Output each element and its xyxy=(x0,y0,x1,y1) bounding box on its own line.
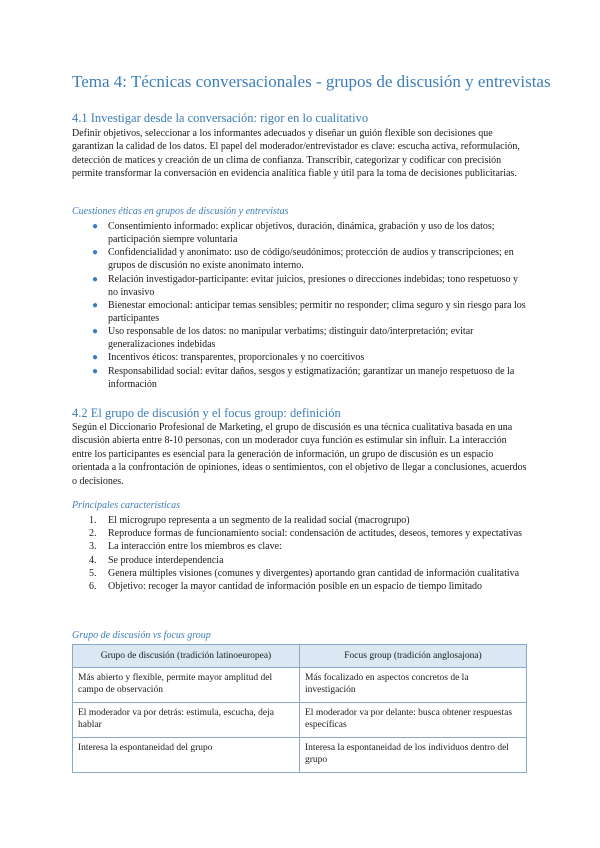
bullet-icon: ● xyxy=(92,247,99,259)
section-4-2-paragraph: Según el Diccionario Profesional de Marketing, el grupo de discusión es una técnica cualitativa basada en una discusión abierta entre 8-10 personas, con un moderador cuya función es estimular sin influir. La interacción entre los participantes es esencial para la generación de información, un grupo de discusión es un espacio orientada a la confrontación de opiniones, ideas o sentimientos, con el objetivo de llegar a conclusiones, acuerdos o decisiones. xyxy=(72,422,527,487)
list-item: ● Relación investigador-participante: evitar juicios, presiones o direcciones indebidas; tono respetuoso y no invasivo xyxy=(92,273,518,298)
table-row xyxy=(73,738,527,773)
bullet-icon: ● xyxy=(92,273,99,285)
bullet-icon: ● xyxy=(92,326,99,338)
table-caption: Grupo de discusión vs focus group xyxy=(72,630,211,641)
table-row xyxy=(73,703,527,738)
ethics-list xyxy=(72,220,527,391)
table-header-cell: Focus group (tradición anglosajona) xyxy=(300,645,527,668)
list-item: ● Consentimiento informado: explicar objetivos, duración, dinámica, grabación y uso de los datos; participación siempre voluntaria xyxy=(92,221,495,245)
list-item: ● Bienestar emocional: anticipar temas sensibles; permitir no responder; clima seguro y sin riesgo para los participantes xyxy=(92,299,526,324)
table-cell: El moderador va por detrás: estimula, escucha, deja hablar xyxy=(73,703,300,738)
list-item: ● Incentivos éticos: transparentes, proporcionales y no coercitivos xyxy=(92,352,365,364)
table-row xyxy=(73,668,527,703)
page-title: Tema 4: Técnicas conversacionales - grupos de discusión y entrevistas xyxy=(72,72,551,91)
bullet-icon: ● xyxy=(92,299,99,311)
table-cell: Más abierto y flexible, permite mayor amplitud del campo de observación xyxy=(73,668,300,703)
table-cell: Más focalizado en aspectos concretos de la investigación xyxy=(300,668,527,703)
section-heading-4-1: 4.1 Investigar desde la conversación: rigor en lo cualitativo xyxy=(72,111,369,125)
characteristics-list xyxy=(72,514,527,593)
list-item: 5. Genera múltiples visiones (comunes y divergentes) aportando gran cantidad de información cualitativa xyxy=(89,567,520,579)
list-item: 4. Se produce interdependencia xyxy=(89,554,224,566)
characteristics-subheading: Principales características xyxy=(72,500,181,511)
list-item: 3. La interacción entre los miembros es clave: xyxy=(89,541,282,553)
table-header-cell: Grupo de discusión (tradición latinoeuropea) xyxy=(73,645,300,668)
list-item: 1. El microgrupo representa a un segmento de la realidad social (macrogrupo) xyxy=(89,515,410,526)
list-item: ● Confidencialidad y anonimato: uso de código/seudónimos; protección de audios y transcripciones; en grupos de discusión no existe anonimato interno. xyxy=(92,247,514,272)
table-cell: Interesa la espontaneidad del grupo xyxy=(73,738,300,773)
comparison-table xyxy=(72,644,527,773)
list-item: 2. Reproduce formas de funcionamiento social: condensación de actitudes, deseos, temores y expectativas xyxy=(89,528,523,540)
table-header-row xyxy=(73,645,527,668)
section-4-1-paragraph: Definir objetivos, seleccionar a los informantes adecuados y diseñar un guión flexible son decisiones que garantizan la calidad de los datos. El papel del moderador/entrevistador es clave: escucha activa, reformulación, detección de matices y creación de un clima de confianza. Transcribir, categorizar y codificar con precisión permite transformar la conversación en evidencia analítica fiable y útil para la toma de decisiones publicitarias. xyxy=(72,128,520,180)
bullet-icon: ● xyxy=(92,352,99,364)
section-heading-4-2: 4.2 El grupo de discusión y el focus group: definición xyxy=(72,406,341,420)
list-item: 6. Objetivo: recoger la mayor cantidad de información posible en un espacio de tiempo limitado xyxy=(89,580,483,592)
bullet-icon: ● xyxy=(92,365,99,377)
list-item: ● Responsabilidad social: evitar daños, sesgos y estigmatización; garantizar un manejo respetuoso de la información xyxy=(92,365,515,390)
table-cell: Interesa la espontaneidad de los individuos dentro del grupo xyxy=(300,738,527,773)
bullet-icon: ● xyxy=(92,221,99,232)
ethics-subheading: Cuestiones éticas en grupos de discusión y entrevistas xyxy=(72,206,289,217)
table-cell: El moderador va por delante: busca obtener respuestas específicas xyxy=(300,703,527,738)
list-item: ● Uso responsable de los datos: no manipular verbatims; distinguir dato/interpretación; evitar generalizaciones indebidas xyxy=(92,326,474,351)
